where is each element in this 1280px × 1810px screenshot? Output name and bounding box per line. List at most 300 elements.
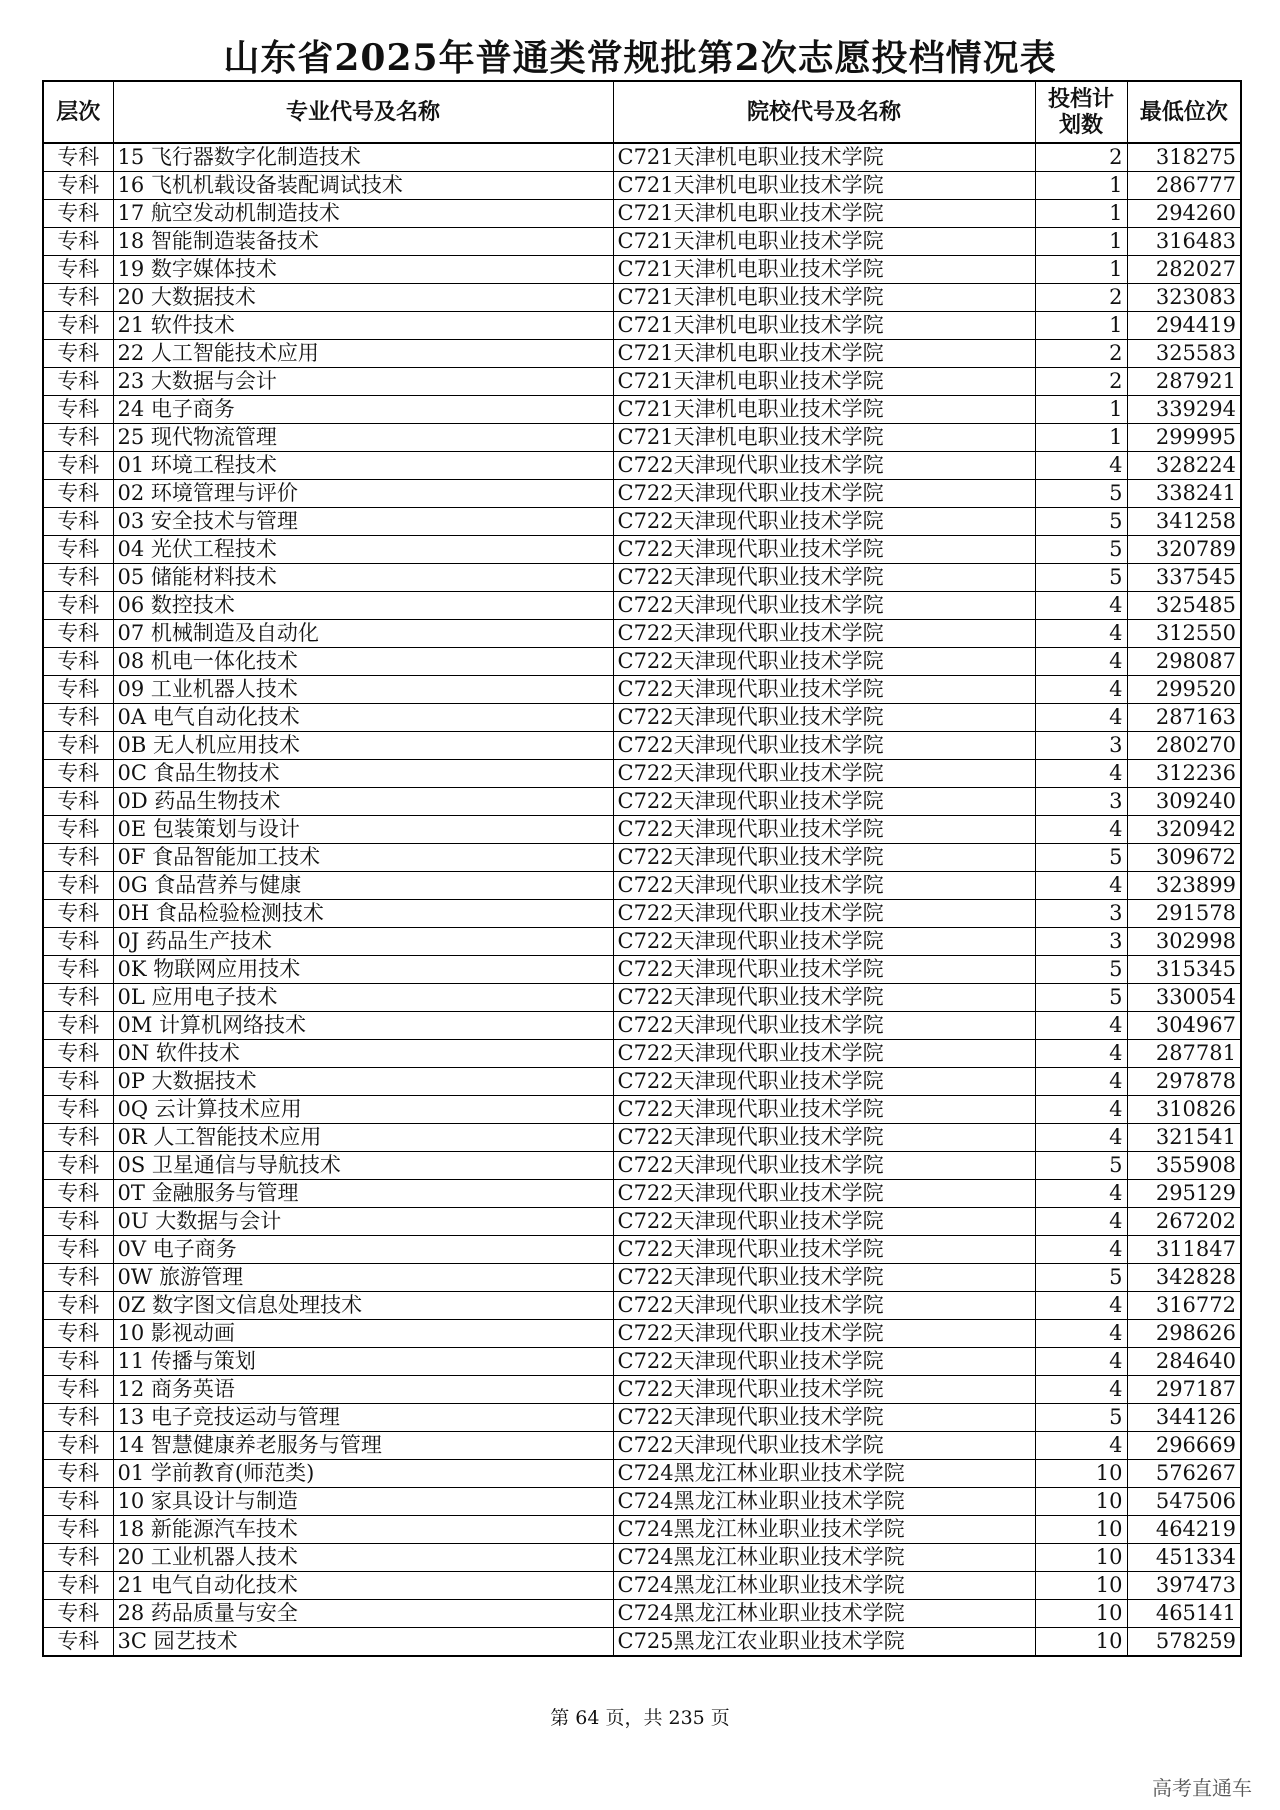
cell-school: C722天津现代职业技术学院 xyxy=(613,592,1035,620)
cell-major: 10 影视动画 xyxy=(113,1320,613,1348)
table-row xyxy=(43,1628,1241,1657)
cell-level: 专科 xyxy=(43,1124,113,1152)
cell-level: 专科 xyxy=(43,816,113,844)
cell-level: 专科 xyxy=(43,1264,113,1292)
cell-major: 0A 电气自动化技术 xyxy=(113,704,613,732)
cell-level: 专科 xyxy=(43,396,113,424)
cell-rank: 344126 xyxy=(1127,1404,1241,1432)
cell-rank: 325583 xyxy=(1127,340,1241,368)
table-row xyxy=(43,1040,1241,1068)
cell-major: 0W 旅游管理 xyxy=(113,1264,613,1292)
cell-level: 专科 xyxy=(43,732,113,760)
header-plan: 投档计划数 xyxy=(1035,81,1127,143)
cell-level: 专科 xyxy=(43,1180,113,1208)
cell-major: 01 环境工程技术 xyxy=(113,452,613,480)
cell-plan: 10 xyxy=(1035,1544,1127,1572)
table-row xyxy=(43,424,1241,452)
cell-major: 03 安全技术与管理 xyxy=(113,508,613,536)
cell-plan: 4 xyxy=(1035,872,1127,900)
cell-rank: 294419 xyxy=(1127,312,1241,340)
cell-level: 专科 xyxy=(43,620,113,648)
cell-major: 19 数字媒体技术 xyxy=(113,256,613,284)
cell-major: 02 环境管理与评价 xyxy=(113,480,613,508)
cell-major: 14 智慧健康养老服务与管理 xyxy=(113,1432,613,1460)
cell-rank: 284640 xyxy=(1127,1348,1241,1376)
cell-plan: 4 xyxy=(1035,1292,1127,1320)
cell-school: C722天津现代职业技术学院 xyxy=(613,1320,1035,1348)
cell-major: 06 数控技术 xyxy=(113,592,613,620)
cell-plan: 4 xyxy=(1035,592,1127,620)
cell-school: C721天津机电职业技术学院 xyxy=(613,228,1035,256)
cell-rank: 320789 xyxy=(1127,536,1241,564)
cell-rank: 325485 xyxy=(1127,592,1241,620)
cell-major: 04 光伏工程技术 xyxy=(113,536,613,564)
cell-level: 专科 xyxy=(43,256,113,284)
cell-plan: 4 xyxy=(1035,620,1127,648)
cell-school: C722天津现代职业技术学院 xyxy=(613,1376,1035,1404)
table-row xyxy=(43,648,1241,676)
header-major: 专业代号及名称 xyxy=(113,81,613,143)
cell-major: 25 现代物流管理 xyxy=(113,424,613,452)
cell-level: 专科 xyxy=(43,1040,113,1068)
cell-rank: 312550 xyxy=(1127,620,1241,648)
header-rank: 最低位次 xyxy=(1127,81,1241,143)
cell-school: C722天津现代职业技术学院 xyxy=(613,872,1035,900)
cell-rank: 339294 xyxy=(1127,396,1241,424)
cell-plan: 1 xyxy=(1035,396,1127,424)
cell-plan: 4 xyxy=(1035,760,1127,788)
cell-level: 专科 xyxy=(43,1152,113,1180)
cell-rank: 465141 xyxy=(1127,1600,1241,1628)
cell-level: 专科 xyxy=(43,760,113,788)
cell-level: 专科 xyxy=(43,1292,113,1320)
cell-major: 21 电气自动化技术 xyxy=(113,1572,613,1600)
cell-school: C722天津现代职业技术学院 xyxy=(613,816,1035,844)
cell-level: 专科 xyxy=(43,1012,113,1040)
cell-school: C721天津机电职业技术学院 xyxy=(613,200,1035,228)
cell-school: C722天津现代职业技术学院 xyxy=(613,1040,1035,1068)
cell-level: 专科 xyxy=(43,1236,113,1264)
cell-rank: 323083 xyxy=(1127,284,1241,312)
cell-rank: 464219 xyxy=(1127,1516,1241,1544)
cell-major: 0J 药品生产技术 xyxy=(113,928,613,956)
cell-school: C722天津现代职业技术学院 xyxy=(613,956,1035,984)
table-row xyxy=(43,452,1241,480)
cell-rank: 318275 xyxy=(1127,143,1241,172)
table-row xyxy=(43,1068,1241,1096)
cell-plan: 1 xyxy=(1035,312,1127,340)
cell-school: C722天津现代职业技术学院 xyxy=(613,564,1035,592)
cell-rank: 296669 xyxy=(1127,1432,1241,1460)
cell-school: C722天津现代职业技术学院 xyxy=(613,648,1035,676)
cell-plan: 2 xyxy=(1035,143,1127,172)
cell-level: 专科 xyxy=(43,564,113,592)
cell-rank: 337545 xyxy=(1127,564,1241,592)
cell-school: C722天津现代职业技术学院 xyxy=(613,760,1035,788)
table-row xyxy=(43,592,1241,620)
cell-school: C725黑龙江农业职业技术学院 xyxy=(613,1628,1035,1657)
table-row xyxy=(43,844,1241,872)
cell-rank: 547506 xyxy=(1127,1488,1241,1516)
cell-plan: 4 xyxy=(1035,1068,1127,1096)
cell-level: 专科 xyxy=(43,228,113,256)
cell-school: C721天津机电职业技术学院 xyxy=(613,172,1035,200)
cell-level: 专科 xyxy=(43,984,113,1012)
header-level: 层次 xyxy=(43,81,113,143)
cell-plan: 4 xyxy=(1035,1320,1127,1348)
cell-school: C722天津现代职业技术学院 xyxy=(613,900,1035,928)
table-row xyxy=(43,760,1241,788)
cell-school: C724黑龙江林业职业技术学院 xyxy=(613,1516,1035,1544)
cell-plan: 3 xyxy=(1035,928,1127,956)
cell-major: 12 商务英语 xyxy=(113,1376,613,1404)
cell-school: C722天津现代职业技术学院 xyxy=(613,844,1035,872)
cell-plan: 4 xyxy=(1035,1432,1127,1460)
cell-rank: 294260 xyxy=(1127,200,1241,228)
cell-school: C722天津现代职业技术学院 xyxy=(613,620,1035,648)
cell-rank: 316483 xyxy=(1127,228,1241,256)
cell-school: C722天津现代职业技术学院 xyxy=(613,1208,1035,1236)
cell-plan: 4 xyxy=(1035,676,1127,704)
cell-rank: 330054 xyxy=(1127,984,1241,1012)
table-row xyxy=(43,172,1241,200)
cell-plan: 4 xyxy=(1035,1040,1127,1068)
cell-school: C721天津机电职业技术学院 xyxy=(613,368,1035,396)
cell-plan: 1 xyxy=(1035,200,1127,228)
cell-plan: 5 xyxy=(1035,508,1127,536)
cell-level: 专科 xyxy=(43,508,113,536)
table-row xyxy=(43,396,1241,424)
cell-rank: 576267 xyxy=(1127,1460,1241,1488)
cell-school: C724黑龙江林业职业技术学院 xyxy=(613,1460,1035,1488)
cell-rank: 309240 xyxy=(1127,788,1241,816)
cell-plan: 1 xyxy=(1035,172,1127,200)
cell-plan: 1 xyxy=(1035,256,1127,284)
cell-rank: 299520 xyxy=(1127,676,1241,704)
cell-rank: 315345 xyxy=(1127,956,1241,984)
cell-plan: 3 xyxy=(1035,900,1127,928)
cell-rank: 297187 xyxy=(1127,1376,1241,1404)
cell-rank: 302998 xyxy=(1127,928,1241,956)
cell-school: C722天津现代职业技术学院 xyxy=(613,1012,1035,1040)
cell-plan: 4 xyxy=(1035,1208,1127,1236)
table-row xyxy=(43,620,1241,648)
cell-school: C722天津现代职业技术学院 xyxy=(613,1236,1035,1264)
cell-rank: 304967 xyxy=(1127,1012,1241,1040)
table-row xyxy=(43,1488,1241,1516)
cell-rank: 578259 xyxy=(1127,1628,1241,1657)
cell-level: 专科 xyxy=(43,648,113,676)
table-row xyxy=(43,284,1241,312)
cell-level: 专科 xyxy=(43,956,113,984)
table-row xyxy=(43,508,1241,536)
table-row xyxy=(43,1516,1241,1544)
cell-level: 专科 xyxy=(43,452,113,480)
cell-school: C722天津现代职业技术学院 xyxy=(613,1432,1035,1460)
table-row xyxy=(43,143,1241,172)
cell-plan: 10 xyxy=(1035,1488,1127,1516)
table-row xyxy=(43,1012,1241,1040)
cell-major: 13 电子竞技运动与管理 xyxy=(113,1404,613,1432)
cell-rank: 309672 xyxy=(1127,844,1241,872)
cell-school: C722天津现代职业技术学院 xyxy=(613,928,1035,956)
cell-school: C722天津现代职业技术学院 xyxy=(613,676,1035,704)
cell-plan: 5 xyxy=(1035,1404,1127,1432)
cell-level: 专科 xyxy=(43,424,113,452)
cell-school: C721天津机电职业技术学院 xyxy=(613,312,1035,340)
cell-school: C724黑龙江林业职业技术学院 xyxy=(613,1600,1035,1628)
cell-plan: 4 xyxy=(1035,816,1127,844)
table-row xyxy=(43,928,1241,956)
cell-major: 0P 大数据技术 xyxy=(113,1068,613,1096)
cell-school: C722天津现代职业技术学院 xyxy=(613,1404,1035,1432)
cell-major: 15 飞行器数字化制造技术 xyxy=(113,143,613,172)
table-row xyxy=(43,1432,1241,1460)
cell-rank: 297878 xyxy=(1127,1068,1241,1096)
cell-major: 11 传播与策划 xyxy=(113,1348,613,1376)
cell-school: C722天津现代职业技术学院 xyxy=(613,788,1035,816)
watermark: 高考直通车 xyxy=(1152,1776,1252,1800)
cell-school: C722天津现代职业技术学院 xyxy=(613,1068,1035,1096)
table-row xyxy=(43,1320,1241,1348)
cell-level: 专科 xyxy=(43,844,113,872)
cell-school: C721天津机电职业技术学院 xyxy=(613,256,1035,284)
cell-school: C721天津机电职业技术学院 xyxy=(613,143,1035,172)
cell-rank: 316772 xyxy=(1127,1292,1241,1320)
table-row xyxy=(43,704,1241,732)
cell-level: 专科 xyxy=(43,1516,113,1544)
cell-major: 0T 金融服务与管理 xyxy=(113,1180,613,1208)
cell-level: 专科 xyxy=(43,1432,113,1460)
cell-plan: 2 xyxy=(1035,340,1127,368)
cell-rank: 299995 xyxy=(1127,424,1241,452)
table-row xyxy=(43,1460,1241,1488)
cell-level: 专科 xyxy=(43,788,113,816)
cell-major: 0N 软件技术 xyxy=(113,1040,613,1068)
cell-major: 0C 食品生物技术 xyxy=(113,760,613,788)
cell-level: 专科 xyxy=(43,1348,113,1376)
cell-school: C722天津现代职业技术学院 xyxy=(613,1348,1035,1376)
cell-major: 05 储能材料技术 xyxy=(113,564,613,592)
page-number: 第 64 页，共 235 页 xyxy=(550,1707,730,1729)
cell-level: 专科 xyxy=(43,928,113,956)
cell-rank: 321541 xyxy=(1127,1124,1241,1152)
cell-plan: 1 xyxy=(1035,228,1127,256)
cell-rank: 286777 xyxy=(1127,172,1241,200)
cell-major: 21 软件技术 xyxy=(113,312,613,340)
cell-school: C721天津机电职业技术学院 xyxy=(613,284,1035,312)
cell-plan: 4 xyxy=(1035,648,1127,676)
table-row xyxy=(43,1572,1241,1600)
cell-level: 专科 xyxy=(43,900,113,928)
cell-rank: 298087 xyxy=(1127,648,1241,676)
cell-plan: 4 xyxy=(1035,1180,1127,1208)
cell-rank: 295129 xyxy=(1127,1180,1241,1208)
table-row xyxy=(43,1376,1241,1404)
cell-plan: 10 xyxy=(1035,1628,1127,1657)
cell-rank: 312236 xyxy=(1127,760,1241,788)
table-row xyxy=(43,1180,1241,1208)
cell-rank: 282027 xyxy=(1127,256,1241,284)
cell-rank: 338241 xyxy=(1127,480,1241,508)
table-row xyxy=(43,256,1241,284)
cell-plan: 2 xyxy=(1035,284,1127,312)
cell-level: 专科 xyxy=(43,1544,113,1572)
table-row xyxy=(43,200,1241,228)
cell-level: 专科 xyxy=(43,536,113,564)
cell-school: C724黑龙江林业职业技术学院 xyxy=(613,1488,1035,1516)
cell-school: C722天津现代职业技术学院 xyxy=(613,984,1035,1012)
cell-major: 0V 电子商务 xyxy=(113,1236,613,1264)
cell-level: 专科 xyxy=(43,143,113,172)
cell-plan: 10 xyxy=(1035,1460,1127,1488)
table-row xyxy=(43,1096,1241,1124)
cell-plan: 5 xyxy=(1035,1264,1127,1292)
cell-rank: 397473 xyxy=(1127,1572,1241,1600)
cell-plan: 5 xyxy=(1035,1152,1127,1180)
cell-level: 专科 xyxy=(43,340,113,368)
table-row xyxy=(43,1236,1241,1264)
cell-plan: 3 xyxy=(1035,788,1127,816)
cell-rank: 287163 xyxy=(1127,704,1241,732)
table-row xyxy=(43,340,1241,368)
cell-rank: 341258 xyxy=(1127,508,1241,536)
cell-school: C722天津现代职业技术学院 xyxy=(613,452,1035,480)
table-row xyxy=(43,1208,1241,1236)
cell-level: 专科 xyxy=(43,172,113,200)
cell-level: 专科 xyxy=(43,1488,113,1516)
cell-rank: 355908 xyxy=(1127,1152,1241,1180)
cell-level: 专科 xyxy=(43,1320,113,1348)
table-row xyxy=(43,816,1241,844)
table-row xyxy=(43,1124,1241,1152)
cell-rank: 298626 xyxy=(1127,1320,1241,1348)
cell-plan: 5 xyxy=(1035,536,1127,564)
cell-major: 0Z 数字图文信息处理技术 xyxy=(113,1292,613,1320)
table-body xyxy=(43,143,1241,1656)
cell-plan: 4 xyxy=(1035,1096,1127,1124)
cell-plan: 1 xyxy=(1035,424,1127,452)
cell-rank: 342828 xyxy=(1127,1264,1241,1292)
cell-school: C722天津现代职业技术学院 xyxy=(613,1264,1035,1292)
table-row xyxy=(43,900,1241,928)
cell-major: 0F 食品智能加工技术 xyxy=(113,844,613,872)
cell-major: 22 人工智能技术应用 xyxy=(113,340,613,368)
cell-rank: 287781 xyxy=(1127,1040,1241,1068)
cell-plan: 3 xyxy=(1035,732,1127,760)
table-row xyxy=(43,956,1241,984)
cell-major: 0U 大数据与会计 xyxy=(113,1208,613,1236)
cell-plan: 4 xyxy=(1035,1236,1127,1264)
cell-school: C724黑龙江林业职业技术学院 xyxy=(613,1572,1035,1600)
cell-major: 0G 食品营养与健康 xyxy=(113,872,613,900)
cell-school: C722天津现代职业技术学院 xyxy=(613,1124,1035,1152)
cell-level: 专科 xyxy=(43,368,113,396)
cell-level: 专科 xyxy=(43,1208,113,1236)
cell-level: 专科 xyxy=(43,704,113,732)
cell-level: 专科 xyxy=(43,312,113,340)
table-row xyxy=(43,1544,1241,1572)
cell-level: 专科 xyxy=(43,1460,113,1488)
cell-major: 16 飞机机载设备装配调试技术 xyxy=(113,172,613,200)
cell-plan: 4 xyxy=(1035,1348,1127,1376)
cell-school: C721天津机电职业技术学院 xyxy=(613,424,1035,452)
cell-level: 专科 xyxy=(43,1404,113,1432)
cell-rank: 328224 xyxy=(1127,452,1241,480)
cell-rank: 267202 xyxy=(1127,1208,1241,1236)
cell-plan: 5 xyxy=(1035,984,1127,1012)
cell-major: 0M 计算机网络技术 xyxy=(113,1012,613,1040)
cell-major: 20 大数据技术 xyxy=(113,284,613,312)
cell-major: 0E 包装策划与设计 xyxy=(113,816,613,844)
cell-major: 28 药品质量与安全 xyxy=(113,1600,613,1628)
cell-major: 18 智能制造装备技术 xyxy=(113,228,613,256)
header-school: 院校代号及名称 xyxy=(613,81,1035,143)
cell-level: 专科 xyxy=(43,1572,113,1600)
admission-table xyxy=(42,80,1242,1657)
cell-level: 专科 xyxy=(43,592,113,620)
cell-major: 0B 无人机应用技术 xyxy=(113,732,613,760)
cell-plan: 5 xyxy=(1035,956,1127,984)
cell-level: 专科 xyxy=(43,284,113,312)
cell-level: 专科 xyxy=(43,480,113,508)
cell-major: 09 工业机器人技术 xyxy=(113,676,613,704)
table-header-row xyxy=(43,81,1241,143)
cell-plan: 5 xyxy=(1035,480,1127,508)
table-row xyxy=(43,676,1241,704)
cell-rank: 311847 xyxy=(1127,1236,1241,1264)
table-row xyxy=(43,1292,1241,1320)
cell-level: 专科 xyxy=(43,1068,113,1096)
cell-plan: 10 xyxy=(1035,1516,1127,1544)
table-row xyxy=(43,872,1241,900)
cell-major: 10 家具设计与制造 xyxy=(113,1488,613,1516)
table-row xyxy=(43,1404,1241,1432)
table-row xyxy=(43,368,1241,396)
cell-level: 专科 xyxy=(43,1376,113,1404)
cell-school: C722天津现代职业技术学院 xyxy=(613,1152,1035,1180)
cell-major: 17 航空发动机制造技术 xyxy=(113,200,613,228)
cell-school: C722天津现代职业技术学院 xyxy=(613,508,1035,536)
cell-major: 01 学前教育(师范类) xyxy=(113,1460,613,1488)
table-row xyxy=(43,480,1241,508)
cell-plan: 4 xyxy=(1035,1012,1127,1040)
cell-rank: 323899 xyxy=(1127,872,1241,900)
table-row xyxy=(43,312,1241,340)
table-row xyxy=(43,536,1241,564)
cell-plan: 10 xyxy=(1035,1572,1127,1600)
cell-rank: 310826 xyxy=(1127,1096,1241,1124)
cell-school: C722天津现代职业技术学院 xyxy=(613,480,1035,508)
cell-major: 0H 食品检验检测技术 xyxy=(113,900,613,928)
cell-major: 08 机电一体化技术 xyxy=(113,648,613,676)
cell-school: C721天津机电职业技术学院 xyxy=(613,396,1035,424)
table-row xyxy=(43,1600,1241,1628)
cell-major: 0L 应用电子技术 xyxy=(113,984,613,1012)
cell-major: 0K 物联网应用技术 xyxy=(113,956,613,984)
table-row xyxy=(43,732,1241,760)
cell-school: C722天津现代职业技术学院 xyxy=(613,704,1035,732)
cell-plan: 4 xyxy=(1035,452,1127,480)
page-title: 山东省2025年普通类常规批第2次志愿投档情况表 xyxy=(223,37,1057,79)
cell-major: 3C 园艺技术 xyxy=(113,1628,613,1657)
cell-rank: 287921 xyxy=(1127,368,1241,396)
cell-level: 专科 xyxy=(43,1600,113,1628)
cell-plan: 2 xyxy=(1035,368,1127,396)
cell-level: 专科 xyxy=(43,676,113,704)
table-row xyxy=(43,1348,1241,1376)
cell-plan: 4 xyxy=(1035,1376,1127,1404)
